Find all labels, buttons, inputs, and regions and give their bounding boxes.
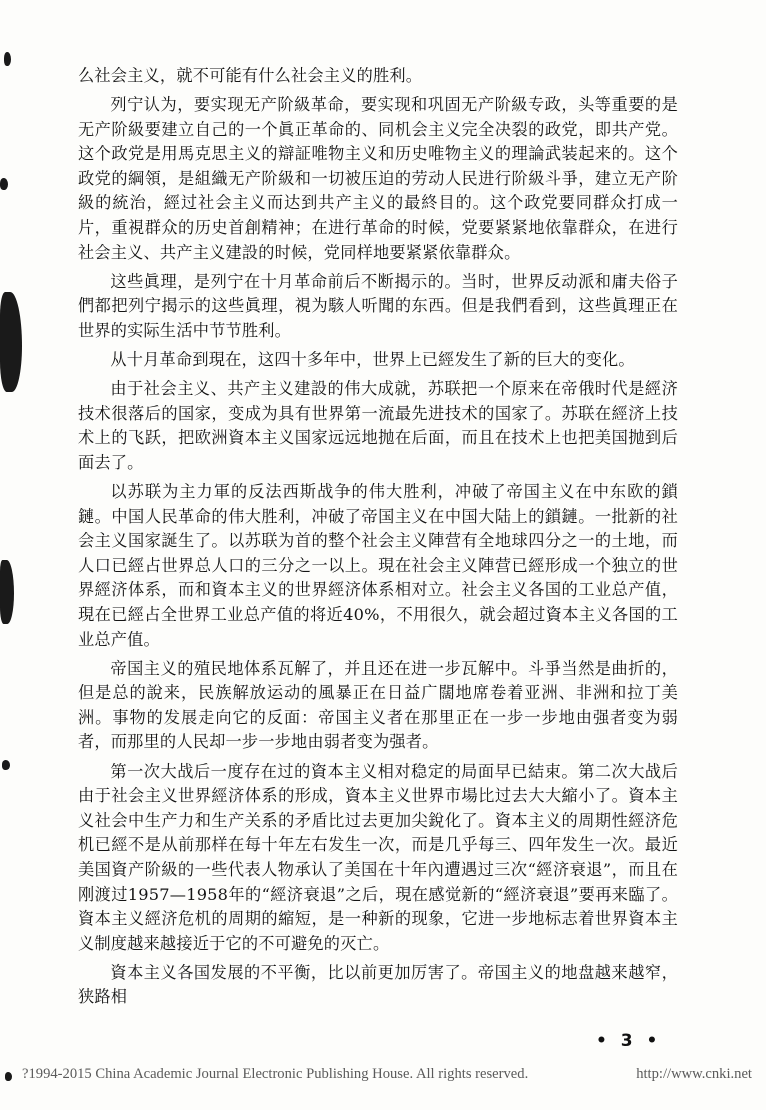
paragraph: 这些眞理，是列宁在十月革命前后不断揭示的。当时，世界反动派和庸夫俗子們都把列宁揭示的这些眞理，視为駭人听聞的东西。但是我們看到，这些眞理正在世界的实际生活中节节胜利。: [78, 271, 678, 340]
scan-ink-blot: [0, 178, 8, 190]
scan-ink-blot: [0, 292, 22, 392]
scan-ink-blot: [0, 560, 14, 624]
paragraph: 由于社会主义、共产主义建設的伟大成就，苏联把一个原来在帝俄时代是經济技术很落后的国家，变成为具有世界第一流最先进技术的国家了。苏联在經济上技术上的飞跃，把欧洲資本主义国家远远地抛在后面，而且在技术上也把美国抛到后面去了。: [78, 379, 678, 472]
article-body: [78, 64, 678, 1014]
scan-ink-blot: [2, 760, 10, 770]
scan-binding-edge: [0, 0, 30, 1110]
paragraph: 帝国主义的殖民地体系瓦解了，并且还在进一步瓦解中。斗爭当然是曲折的，但是总的說来，民族解放运动的風暴正在日益广闊地席卷着亚洲、非洲和拉丁美洲。事物的发展走向它的反面：帝国主义者在那里正在一步一步地由强者变为弱者，而那里的人民却一步一步地由弱者变为强者。: [78, 658, 678, 752]
paragraph: 資本主义各国发展的不平衡，比以前更加厉害了。帝国主义的地盘越来越窄，狭路相: [78, 962, 678, 1007]
copyright-notice: ?1994-2015 China Academic Journal Electronic Publishing House. All rights reserved.: [22, 1066, 529, 1082]
paragraph: 么社会主义，就不可能有什么社会主义的胜利。: [78, 66, 423, 85]
scan-ink-blot: [4, 52, 11, 66]
paragraph: 以苏联为主力軍的反法西斯战争的伟大胜利，冲破了帝国主义在中东欧的鎖鏈。中国人民革命的伟大胜利，冲破了帝国主义在中国大陆上的鎖鏈。一批新的社会主义国家誕生了。以苏联为首的整个社会主义陣营有全地球四分之一的土地，而人口已經占世界总人口的三分之一以上。現在社会主义陣营已經形成一个独立的世界經济体系，而和資本主义的世界經济体系相对立。社会主义各国的工业总产值，現在已經占全世界工业总产值的将近40%，不用很久，就会超过資本主义各国的工业总产值。: [78, 482, 678, 649]
paragraph: 列宁认为，要实现无产阶級革命，要实现和巩固无产阶級专政，头等重要的是无产阶級要建立自己的一个眞正革命的、同机会主义完全决裂的政党，即共产党。这个政党是用馬克思主义的辯証唯物主义和历史唯物主义的理論武装起来的。这个政党的綱領，是組織无产阶級和一切被压迫的劳动人民进行阶級斗爭，建立无产阶級的統治，經过社会主义而达到共产主义的最終目的。这个政党要同群众打成一片，重視群众的历史首創精神；在进行革命的时候，党要紧紧地依靠群众，在进行社会主义、共产主义建設的时候，党同样地要紧紧依靠群众。: [78, 95, 678, 262]
page-number: • 3 •: [596, 1031, 662, 1051]
copyright-footer: [22, 1066, 752, 1083]
scan-ink-blot: [5, 1072, 12, 1081]
paragraph: 从十月革命到現在，这四十多年中，世界上已經发生了新的巨大的变化。: [110, 350, 635, 370]
source-url-link[interactable]: http://www.cnki.net: [636, 1066, 752, 1082]
paragraph: 第一次大战后一度存在过的資本主义相对稳定的局面早已結束。第二次大战后由于社会主义世界經济体系的形成，資本主义世界市場比过去大大縮小了。資本主义社会中生产力和生产关系的矛盾比过去更加尖銳化了。資本主义的周期性經济危机已經不是从前那样在每十年左右发生一次，而是几乎每三、四年发生一次。最近美国資产阶級的一些代表人物承认了美国在十年內遭遇过三次“經济衰退”，而且在刚渡过1957—1958年的“經济衰退”之后，現在感觉新的“經济衰退”要再来臨了。資本主义經济危机的周期的縮短，是一种新的现象，它进一步地标志着世界資本主义制度越来越接近于它的不可避免的灭亡。: [78, 761, 678, 953]
